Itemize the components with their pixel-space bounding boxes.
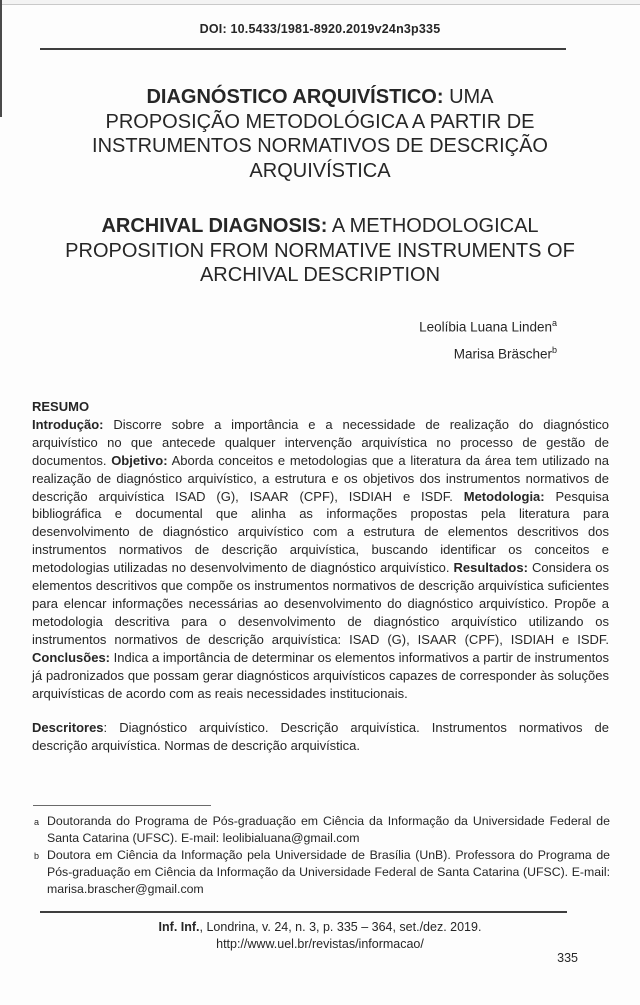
abstract-label-resultados: Resultados: [453,560,528,576]
abstract-text-4: Considera os elementos descritivos que compõe os instrumentos normativos de descrição arquivística suficientes para elencar informações necessárias ao desenvolvimento do diagnóstico arquivístico. Propõe a metodologia descritiva para o desenvolvimento de diagnóstico arquivístico utilizando os instrumentos normativos de descrição arquivística: ISAD (G), ISAAR (CPF), ISDIAH e ISDF. [32,560,609,647]
journal-url: http://www.uel.br/revistas/informacao/ [216,936,424,951]
scan-edge-artifact-top [0,0,640,5]
title-pt-line4: ARQUIVÍSTICA [249,159,391,182]
abstract-text-3: Pesquisa bibliográfica e documental que alinha as informações propostas pela literatura para desenvolvimento de diagnóstico arquivístico com a estrutura de elementos descritivos dos instrumentos normativos de descrição arquivística, buscando identificar os conceitos e metodologias utilizadas no desenvolvimento de diagnóstico arquivístico. [32,488,609,576]
abstract-label-objetivo: Objetivo: [111,452,168,468]
author-2-name: Marisa Bräscher [453,346,552,362]
footnote-b-marker: b [34,851,40,861]
descriptors-text: : Diagnóstico arquivístico. Descrição arquivística. Instrumentos normativos de descrição arquivística. Normas de descrição arquivística. [32,720,609,754]
author-1-affiliation-marker: a [551,318,557,328]
footnote-b-text: Doutora em Ciência da Informação pela Universidade de Brasília (UnB). Professora do Programa de Pós-graduação em Ciência da Informação da Universidade Federal de Santa Catarina (UFSC). E-mail: marisa.brascher@gmail.com [47,848,610,896]
footnote-separator [33,805,211,806]
author-1-name: Leolíbia Luana Linden [419,319,552,335]
abstract-text-1: Discorre sobre a importância e a necessidade de realização do diagnóstico arquivístico no que antecede qualquer intervenção arquivística no processo de gestão de documentos. [32,416,609,468]
abstract-label-conclusoes: Conclusões: [32,649,111,665]
abstract-text-2: Aborda conceitos e metodologias que a literatura da área tem utilizado na realização de diagnóstico arquivístico, a estrutura e os objetivos dos instrumentos normativos de descrição arquivística ISAD (G), ISAAR (CPF), ISDIAH e ISDF. [32,452,610,504]
header-rule [40,48,566,50]
page-number: 335 [557,951,578,965]
title-en-line1-rest: A METHODOLOGICAL [327,215,539,237]
title-pt-line1 [30,85,610,110]
article-title-en [30,214,610,288]
title-pt-line3: INSTRUMENTOS NORMATIVOS DE DESCRIÇÃO [92,135,548,157]
scan-edge-artifact-left [0,0,2,117]
journal-citation [0,919,640,936]
descriptors-paragraph [32,719,609,755]
title-en-line2: PROPOSITION FROM NORMATIVE INSTRUMENTS OF [65,239,575,262]
author-1 [0,312,557,339]
descriptors-label: Descritores [32,720,104,736]
author-list [0,312,557,366]
footnote-a [32,813,610,847]
footer-rule [40,911,567,913]
title-pt-line2: PROPOSIÇÃO METODOLÓGICA A PARTIR DE [105,110,535,133]
abstract-heading: RESUMO [32,399,90,414]
journal-footer [0,919,640,952]
title-en-line1 [30,214,610,239]
footnote-a-marker: a [34,817,40,827]
title-en-bold: ARCHIVAL DIAGNOSIS: [101,215,328,237]
journal-citation-rest: , Londrina, v. 24, n. 3, p. 335 – 364, set./dez. 2019. [199,920,482,934]
title-pt-line1-rest: UMA [443,86,494,108]
footnote-b [32,847,610,898]
abstract-label-introducao: Introdução: [32,416,104,432]
footnote-a-text: Doutoranda do Programa de Pós-graduação em Ciência da Informação da Universidade Federal de Santa Catarina (UFSC). E-mail: leolibialuana@gmail.com [47,814,610,845]
author-2 [0,339,557,366]
author-2-affiliation-marker: b [551,345,557,355]
abstract-label-metodologia: Metodologia: [463,488,545,504]
doi-text: DOI: 10.5433/1981-8920.2019v24n3p335 [199,22,441,36]
article-title-pt [30,85,610,183]
abstract-section [32,398,609,755]
abstract-paragraph [32,416,609,703]
abstract-text-5: Indica a importância de determinar os elementos informativos a partir de instrumentos já padronizados que possam gerar diagnósticos arquivísticos capazes de corresponder às soluções arquivísticas de acordo com as reais necessidades institucionais. [32,649,609,701]
journal-abbreviation: Inf. Inf. [158,920,200,934]
title-en-line3: ARCHIVAL DESCRIPTION [199,264,441,286]
footnote-list [32,813,610,898]
title-pt-bold: DIAGNÓSTICO ARQUIVÍSTICO: [146,86,444,108]
